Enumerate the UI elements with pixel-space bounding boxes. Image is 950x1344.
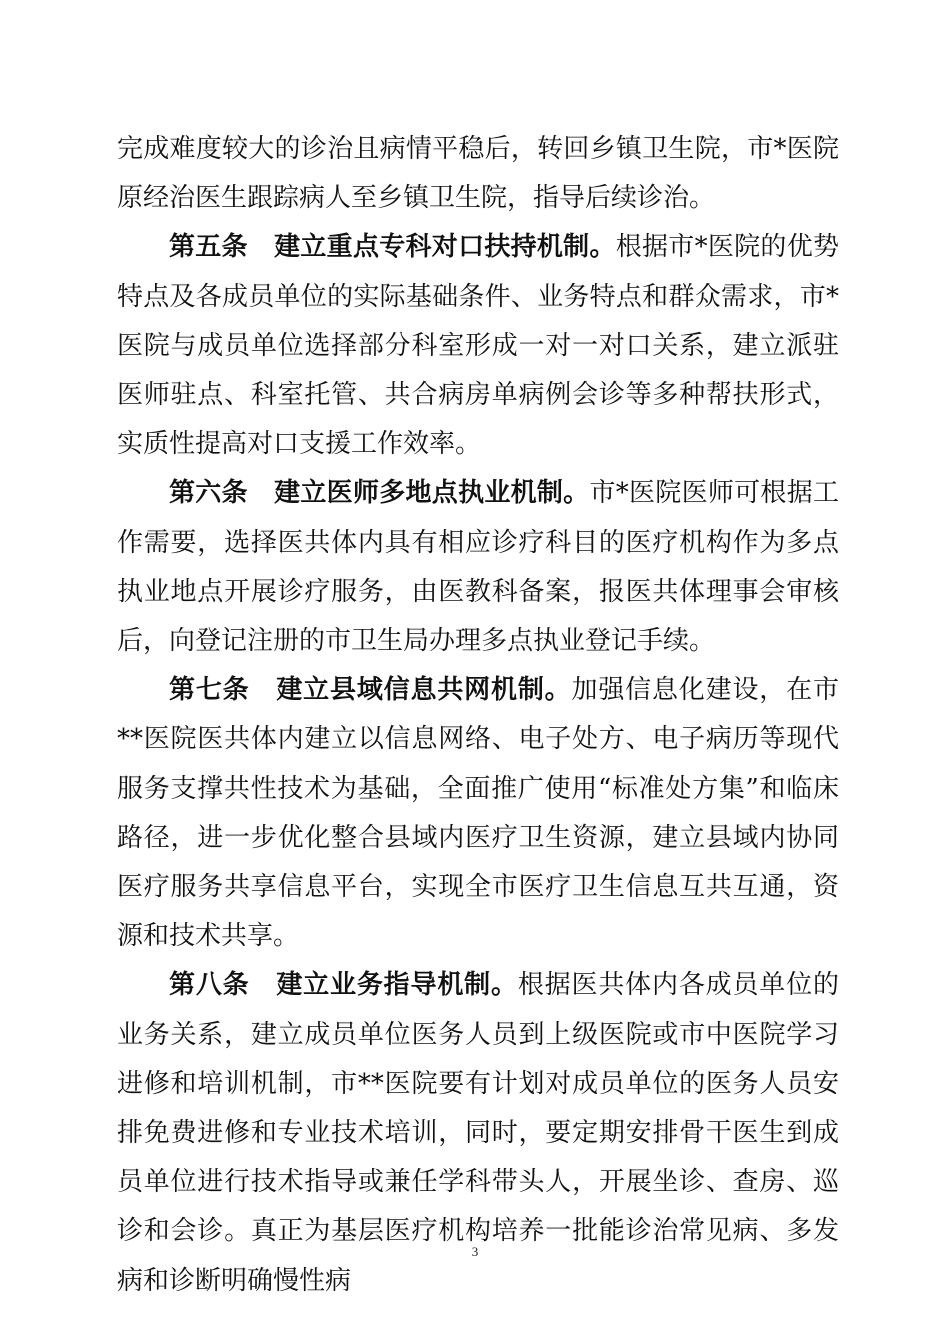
article-8-number: 第八条 [169,970,250,1001]
paragraph-continuation: 完成难度较大的诊治且病情平稳后，转回乡镇卫生院，市*医院原经治医生跟踪病人至乡镇卫生院，指导后续诊治。 [117,134,839,214]
article-5-title: 建立重点专科对口扶持机制。 [273,232,616,263]
body-text [117,125,839,1306]
article-5-paragraph [117,223,839,469]
article-6-body: 市*医院医师可根据工作需要，选择医共体内具有相应诊疗科目的医疗机构作为多点执业地点开展诊疗服务，由医教科备案，报医共体理事会审核后，向登记注册的市卫生局办理多点执业登记手续。 [117,478,839,657]
article-5-number: 第五条 [169,232,248,263]
article-8-title: 建立业务指导机制。 [275,970,518,1001]
article-8-body: 根据医共体内各成员单位的业务关系，建立成员单位医务人员到上级医院或市中医院学习进修和培训机制，市**医院要有计划对成员单位的医务人员安排免费进修和专业技术培训，同时，要定期安排骨干医生到成员单位进行技术指导或兼任学科带头人，开展坐诊、查房、巡诊和会诊。真正为基层医疗机构培养一批能诊治常见病、多发病和诊断明确慢性病 [117,970,839,1296]
article-6-number: 第六条 [169,478,248,509]
article-6-paragraph [117,469,839,666]
article-5-body: 根据市*医院的优势特点及各成员单位的实际基础条件、业务特点和群众需求，市*医院与成员单位选择部分科室形成一对一对口关系，建立派驻医师驻点、科室托管、共合病房单病例会诊等多种帮扶形式，实质性提高对口支援工作效率。 [117,232,839,460]
article-7-number: 第七条 [169,675,250,706]
page-number: 3 [471,1244,479,1259]
article-7-title: 建立县域信息共网机制。 [275,675,572,706]
article-7-body: 加强信息化建设，在市**医院医共体内建立以信息网络、电子处方、电子病历等现代服务支撑共性技术为基础，全面推广使用“标准处方集”和临床路径，进一步优化整合县域内医疗卫生资源，建立县域内协同医疗服务共享信息平台，实现全市医疗卫生信息互共互通，资源和技术共享。 [117,675,839,952]
article-6-title: 建立医师多地点执业机制。 [273,478,590,509]
article-7-paragraph [117,666,839,961]
